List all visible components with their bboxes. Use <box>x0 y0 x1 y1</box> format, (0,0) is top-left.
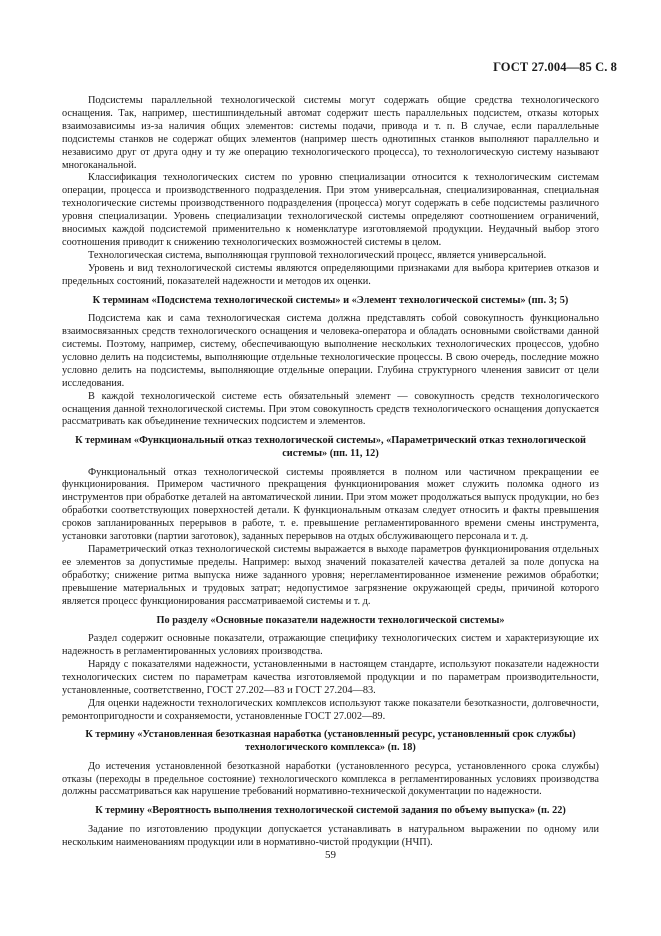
paragraph: Классификация технологических систем по уровню специализации относится к технологическим системам операции, процесса и производственного подразделения. При этом универсальная, специализированная, специальная технологические системы производственного подразделения (процесса) могут содержать в себе подсистемы различного уровня специализации. Уровень специализации технологической системы определяют соотношением ограничений, вносимых каждой подсистемой применительно к номенклатуре изготовляемой продукции. Неудачный выбор этого соотношения приводит к снижению технологических возможностей системы в целом. <box>62 172 599 248</box>
section-heading: К термину «Вероятность выполнения технологической системой задания по объему выпуска» (п. 22) <box>95 805 566 817</box>
section-heading: По разделу «Основные показатели надежности технологической системы» <box>156 614 505 626</box>
paragraph: Для оценки надежности технологических комплексов используют также показатели безотказности, долговечности, ремонтопригодности и сохраняемости, установленные ГОСТ 27.002—89. <box>62 697 599 722</box>
document-body <box>62 95 599 850</box>
page-number: 59 <box>325 849 336 861</box>
paragraph: Задание по изготовлению продукции допускается устанавливать в натуральном выражении по одному или нескольким наименованиям продукции или в нормативно-чистой продукции (НЧП). <box>62 823 599 848</box>
paragraph: Параметрический отказ технологической системы выражается в выходе параметров функционирования отдельных ее элементов за допустимые пределы. Например: выход значений показателей качества деталей за поле допуска на обработку; снижение ритма выпуска ниже заданного уровня; нерегламентированное изменение режимов обработки; превышение материальных и трудовых затрат; недопустимое загрязнение окружающей среды, причиной которого является процесс функционирования рассматриваемой системы и т. д. <box>62 543 599 607</box>
paragraph: Раздел содержит основные показатели, отражающие специфику технологических систем и характеризующие их надежность в регламентированных условиях производства. <box>62 633 599 657</box>
section-heading: К термину «Установленная безотказная наработка (установленный ресурс, установленный срок службы) технологического комплекса» (п. 18) <box>85 729 576 754</box>
paragraph: До истечения установленной безотказной наработки (установленного ресурса, установленного срока службы) отказы (переходы в предельное состояние) технологического комплекса в регламентированных условиях производства должны рассматриваться как нарушение требований нормативно-технической документации по надежности. <box>62 760 599 798</box>
running-header: ГОСТ 27.004—85 С. 8 <box>493 60 617 74</box>
paragraph: Уровень и вид технологической системы являются определяющими признаками для выбора критериев отказов и предельных состояний, показателей надежности и методов их оценки. <box>62 262 599 287</box>
paragraph: Подсистема как и сама технологическая система должна представлять собой совокупность функционально взаимосвязанных средств технологического оснащения и человека-оператора и обладать основными свойствами данной системы. Поэтому, например, систему, обеспечивающую выполнение нескольких технологических процессов, удобно условно делить на подсистемы, выполняющие отдельные технологические процессы. В свою очередь, последние можно условно делить на подсистемы, выполняющие отдельные операции. Глубина структурного членения зависит от цели исследования. <box>62 313 599 389</box>
paragraph: В каждой технологической системе есть обязательный элемент — совокупность средств технологического оснащения данной технологической системы. При этом совокупность средств технологического оснащения допускается рассматривать как объединение технических подсистем и элементов. <box>62 390 599 428</box>
section-heading: К терминам «Подсистема технологической системы» и «Элемент технологической системы» (пп. 3; 5) <box>92 294 569 306</box>
paragraph: Подсистемы параллельной технологической системы могут содержать общие средства технологического оснащения. Так, например, шестишпиндельный автомат содержит шесть параллельных подсистем, отказы которых взаимозависимы из-за наличия общих элементов: системы подачи, привода и т. п. В случае, если параллельные подсистемы станков не содержат общих элементов (например шесть однотипных станков выполняют параллельно и независимо друг от друга одну и ту же операцию технологического процесса), то технологическую систему называют многоканальной. <box>62 95 599 171</box>
paragraph: Функциональный отказ технологической системы проявляется в полном или частичном прекращении ее функционирования. Примером частичного прекращения функционирования может служить поломка одного из инструментов при обработке деталей на автоматической линии. При этом может продолжаться выпуск продукции, но без обработки соответствующих поверхностей детали. К функциональным отказам следует относить и факты превышения сроков запланированных перерывов в работе, т. е. превышение регламентированного времени смены инструмента, установки заготовки (партии заготовок), заданных перерывов на отдых обслуживающего персонала и т. д. <box>62 466 599 543</box>
paragraph: Наряду с показателями надежности, установленными в настоящем стандарте, используют показатели надежности технологических систем по параметрам качества изготовляемой продукции и по параметрам производительности, установленные, соответственно, ГОСТ 27.202—83 и ГОСТ 27.204—83. <box>62 658 599 696</box>
section-heading: К терминам «Функциональный отказ технологической системы», «Параметрический отказ технологической системы» (пп. 11, 12) <box>75 435 586 459</box>
paragraph: Технологическая система, выполняющая групповой технологический процесс, является универсальной. <box>88 249 547 261</box>
